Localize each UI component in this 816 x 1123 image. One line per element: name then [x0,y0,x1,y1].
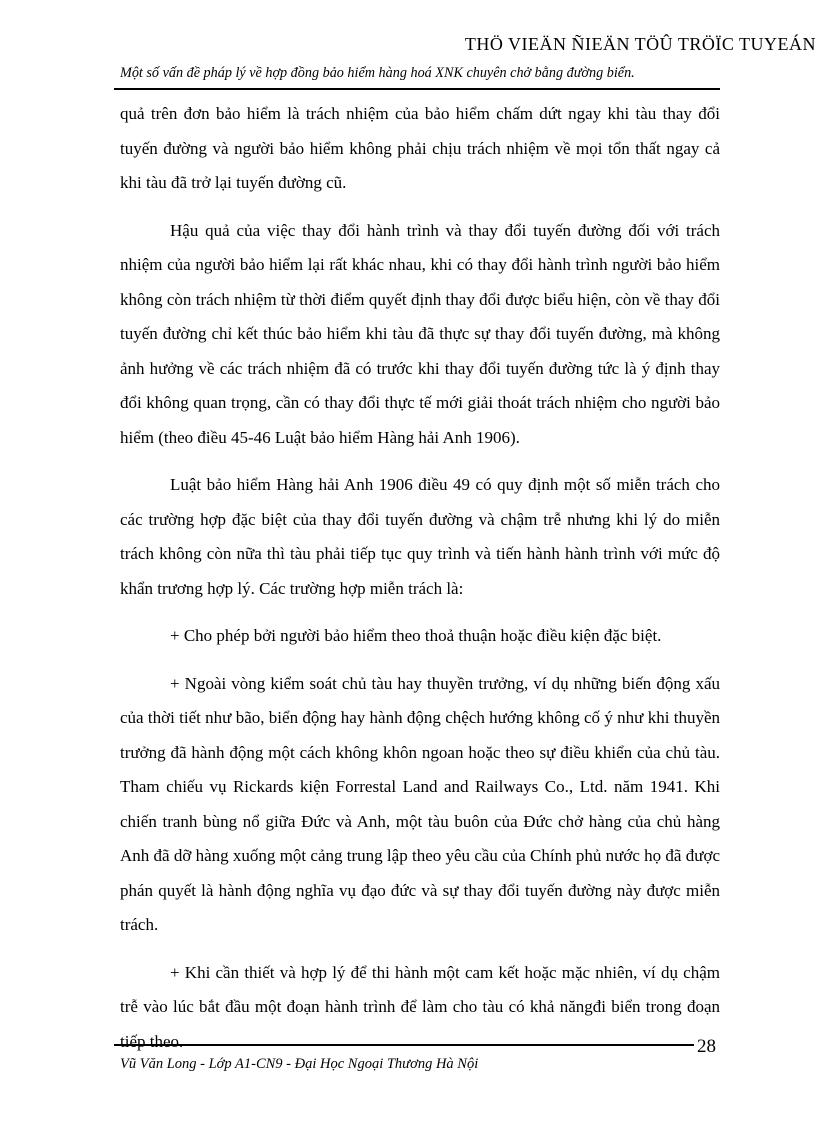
header-divider [114,88,720,90]
library-watermark: THÖ VIEÄN ÑIEÄN TÖÛ TRÖÏC TUYEÁN [464,34,816,54]
page-number: 28 [697,1036,716,1057]
footer-divider [114,1044,694,1046]
page-body [120,97,720,1072]
list-item: + Cho phép bởi người bảo hiểm theo thoả thuận hoặc điều kiện đặc biệt. [170,626,662,645]
paragraph: Hậu quả của việc thay đổi hành trình và thay đổi tuyến đường đối với trách nhiệm của người bảo hiểm lại rất khác nhau, khi có thay đổi hành trình người bảo hiểm không còn trách nhiệm từ thời điểm quyết định thay đổi được biểu hiện, còn về thay đổi tuyến đường chỉ kết thúc bảo hiểm khi tàu đã thực sự thay đổi tuyến đường, mà không ảnh hưởng về các trách nhiệm đã có trước khi thay đổi tuyến đường tức là ý định thay đổi không quan trọng, cần có thay đổi thực tế mới giải thoát trách nhiệm cho người bảo hiểm (theo điều 45-46 Luật bảo hiểm Hàng hải Anh 1906). [120,220,720,447]
paragraph: Luật bảo hiểm Hàng hải Anh 1906 điều 49 có quy định một số miễn trách cho các trường hợp đặc biệt của thay đổi tuyến đường và chậm trễ nhưng khi lý do miễn trách không còn nữa thì tàu phải tiếp tục quy trình và tiến hành hành trình với mức độ khẩn trương hợp lý. Các trường hợp miễn trách là: [120,475,720,598]
list-item: + Khi cần thiết và hợp lý để thi hành một cam kết hoặc mặc nhiên, ví dụ chậm trễ vào lúc bắt đầu một đoạn hành trình để làm cho tàu có khả năngđi biển trong đoạn tiếp theo. [120,962,720,1051]
running-header: Một số vấn đề pháp lý về hợp đồng bảo hiểm hàng hoá XNK chuyên chở bằng đường biển. [120,65,635,81]
paragraph: quả trên đơn bảo hiểm là trách nhiệm của bảo hiểm chấm dứt ngay khi tàu thay đổi tuyến đường và người bảo hiểm không phải chịu trách nhiệm về mọi tổn thất ngay cả khi tàu đã trở lại tuyến đường cũ. [120,104,720,192]
footer-author-line: Vũ Văn Long - Lớp A1-CN9 - Đại Học Ngoại Thương Hà Nội [120,1056,479,1072]
list-item: + Ngoài vòng kiểm soát chủ tàu hay thuyền trưởng, ví dụ những biến động xấu của thời tiết như bão, biển động hay hành động chệch hướng không cố ý như khi thuyền trưởng đã hành động một cách không khôn ngoan hoặc theo sự điều khiển của chủ tàu. Tham chiếu vụ Rickards kiện Forrestal Land and Railways Co., Ltd. năm 1941. Khi chiến tranh bùng nổ giữa Đức và Anh, một tàu buôn của Đức chở hàng của chủ hàng Anh đã dỡ hàng xuống một cảng trung lập theo yêu cầu của Chính phủ nước họ đã được phán quyết là hành động nghĩa vụ đạo đức và sự thay đổi tuyến đường này được miễn trách. [120,673,720,934]
